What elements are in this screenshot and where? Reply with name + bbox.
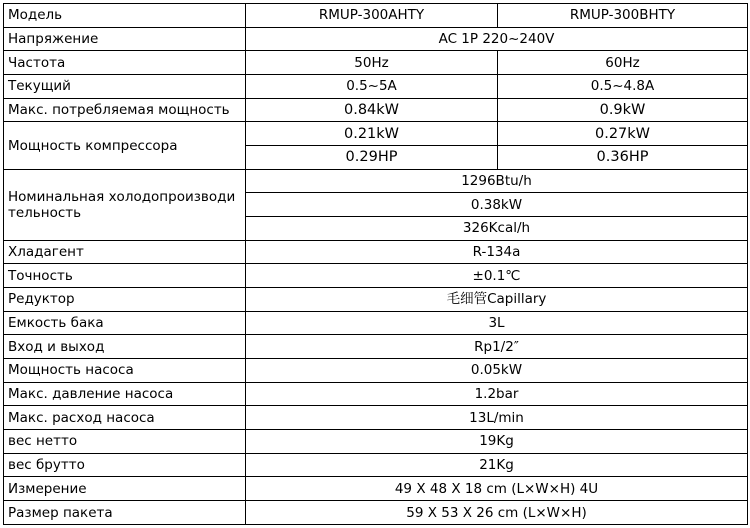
row-net-weight — [4, 430, 748, 454]
net-weight-label: вес нетто — [4, 430, 246, 454]
dimensions-label: Измерение — [4, 477, 246, 501]
cooling-capacity-label: Номинальная холодопроизводительность — [4, 169, 246, 240]
voltage-value: AC 1P 220~240V — [246, 27, 748, 51]
model-a: RMUP-300AHTY — [246, 4, 498, 28]
row-accuracy — [4, 264, 748, 288]
max-power-b: 0.9kW — [498, 98, 748, 122]
voltage-label: Напряжение — [4, 27, 246, 51]
row-dimensions — [4, 477, 748, 501]
row-refrigerant — [4, 240, 748, 264]
pump-pressure-value: 1.2bar — [246, 382, 748, 406]
cooling-capacity-btu: 1296Btu/h — [246, 169, 748, 193]
row-pump-power — [4, 359, 748, 383]
pump-flow-value: 13L/min — [246, 406, 748, 430]
max-power-label: Макс. потребляемая мощность — [4, 98, 246, 122]
net-weight-value: 19Kg — [246, 430, 748, 454]
row-voltage — [4, 27, 748, 51]
tank-capacity-value: 3L — [246, 311, 748, 335]
row-current — [4, 75, 748, 99]
inlet-outlet-value: Rp1/2″ — [246, 335, 748, 359]
model-b: RMUP-300BHTY — [498, 4, 748, 28]
row-pump-flow — [4, 406, 748, 430]
gross-weight-value: 21Kg — [246, 453, 748, 477]
compressor-power-a-hp: 0.29HP — [246, 146, 498, 170]
compressor-power-label: Мощность компрессора — [4, 122, 246, 169]
pump-power-value: 0.05kW — [246, 359, 748, 383]
spec-table — [3, 3, 748, 525]
pump-flow-label: Макс. расход насоса — [4, 406, 246, 430]
accuracy-value: ±0.1℃ — [246, 264, 748, 288]
row-gross-weight — [4, 453, 748, 477]
current-a: 0.5~5A — [246, 75, 498, 99]
row-frequency — [4, 51, 748, 75]
frequency-a: 50Hz — [246, 51, 498, 75]
cooling-capacity-kw: 0.38kW — [246, 193, 748, 217]
refrigerant-value: R-134a — [246, 240, 748, 264]
row-max-power — [4, 98, 748, 122]
max-power-a: 0.84kW — [246, 98, 498, 122]
row-compressor-power-1 — [4, 122, 748, 146]
frequency-b: 60Hz — [498, 51, 748, 75]
pump-power-label: Мощность насоса — [4, 359, 246, 383]
row-pump-pressure — [4, 382, 748, 406]
compressor-power-b-hp: 0.36HP — [498, 146, 748, 170]
row-inlet-outlet — [4, 335, 748, 359]
gross-weight-label: вес брутто — [4, 453, 246, 477]
row-reducer — [4, 288, 748, 312]
inlet-outlet-label: Вход и выход — [4, 335, 246, 359]
row-package-size — [4, 501, 748, 525]
reducer-label: Редуктор — [4, 288, 246, 312]
tank-capacity-label: Емкость бака — [4, 311, 246, 335]
package-size-label: Размер пакета — [4, 501, 246, 525]
refrigerant-label: Хладагент — [4, 240, 246, 264]
cooling-capacity-kcal: 326Kcal/h — [246, 217, 748, 241]
accuracy-label: Точность — [4, 264, 246, 288]
reducer-value: 毛细管Capillary — [246, 288, 748, 312]
row-model — [4, 4, 748, 28]
frequency-label: Частота — [4, 51, 246, 75]
row-cooling-1 — [4, 169, 748, 193]
current-label: Текущий — [4, 75, 246, 99]
compressor-power-b-kw: 0.27kW — [498, 122, 748, 146]
compressor-power-a-kw: 0.21kW — [246, 122, 498, 146]
dimensions-value: 49 X 48 X 18 cm (L×W×H) 4U — [246, 477, 748, 501]
current-b: 0.5~4.8A — [498, 75, 748, 99]
model-label: Модель — [4, 4, 246, 28]
package-size-value: 59 X 53 X 26 cm (L×W×H) — [246, 501, 748, 525]
pump-pressure-label: Макс. давление насоса — [4, 382, 246, 406]
row-tank-capacity — [4, 311, 748, 335]
